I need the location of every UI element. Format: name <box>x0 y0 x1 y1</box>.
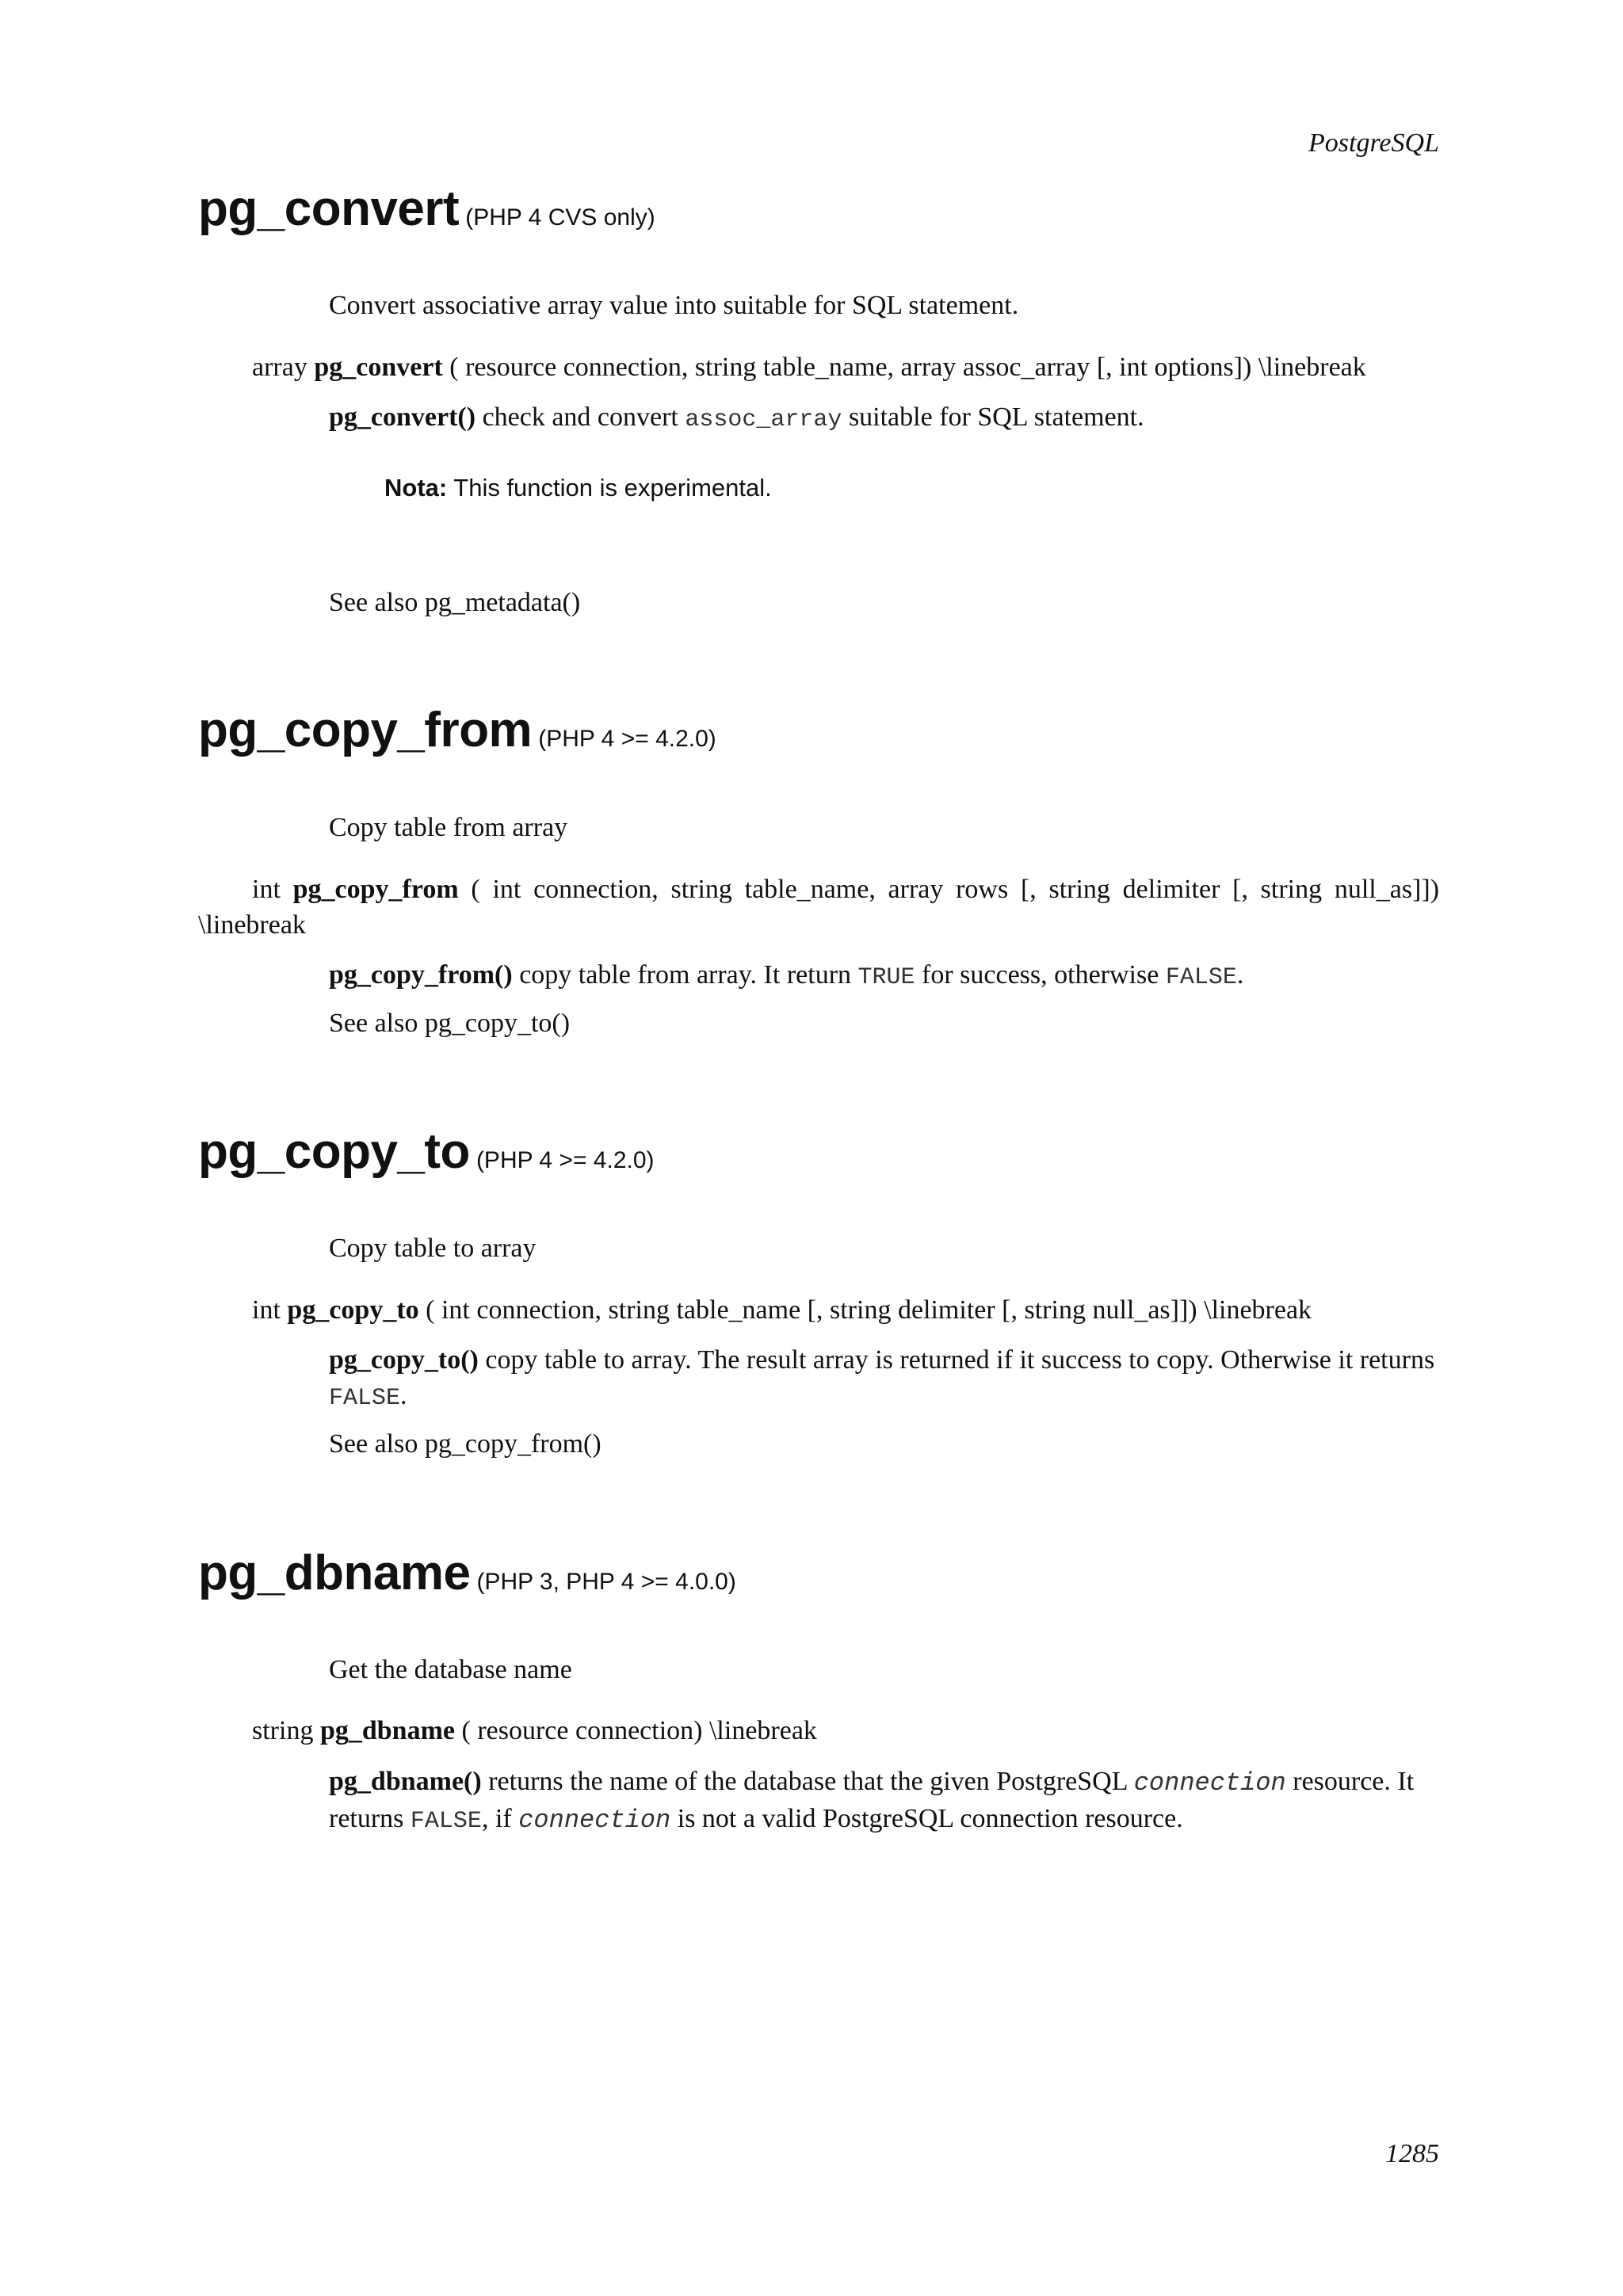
synopsis-params: ( resource connection, string table_name, array assoc_array [, int options]) \linebreak <box>449 353 1366 382</box>
synopsis-function-name: pg_dbname <box>319 1716 456 1745</box>
note <box>384 474 1439 502</box>
return-type: int <box>252 1295 281 1325</box>
page-number: 1285 <box>1385 2139 1439 2168</box>
function-purpose: Convert associative array value into suitable for SQL statement. <box>329 291 1019 320</box>
function-purpose: Get the database name <box>329 1655 572 1684</box>
function-name: pg_copy_to <box>198 1124 470 1179</box>
function-description: pg_dbname() returns the name of the database that the given PostgreSQL connection resource. It returns FALSE, if connection is not a valid PostgreSQL connection resource. <box>329 1767 1415 1835</box>
entry-title-pg-convert <box>198 181 655 237</box>
function-version: (PHP 4 >= 4.2.0) <box>538 726 716 752</box>
function-name: pg_convert <box>198 181 460 236</box>
function-purpose: Copy table to array <box>329 1234 537 1263</box>
description-function-name: pg_copy_to() <box>329 1345 479 1375</box>
return-type: array <box>252 353 307 382</box>
function-purpose: Copy table from array <box>329 813 568 842</box>
function-name: pg_dbname <box>198 1546 471 1600</box>
function-version: (PHP 4 CVS only) <box>465 204 655 231</box>
see-also: See also pg_copy_from() <box>329 1429 601 1459</box>
entry-title-pg-copy-to <box>198 1123 655 1180</box>
running-header: PostgreSQL <box>1308 128 1439 158</box>
synopsis-function-name: pg_copy_from <box>292 875 459 904</box>
description-function-name: pg_dbname() <box>329 1767 482 1796</box>
function-synopsis <box>198 1292 1439 1328</box>
code-literal: TRUE <box>857 964 915 991</box>
see-also: See also pg_copy_to() <box>329 1009 571 1038</box>
code-literal: FALSE <box>1165 964 1237 991</box>
return-type: int <box>252 875 281 904</box>
function-synopsis <box>198 349 1439 385</box>
code-literal: assoc_array <box>685 406 842 433</box>
synopsis-params: ( resource connection) \linebreak <box>461 1716 817 1745</box>
entry-title-pg-copy-from <box>198 702 716 758</box>
description-function-name: pg_convert() <box>329 402 476 432</box>
function-description: pg_copy_from() copy table from array. It return TRUE for success, otherwise FALSE. <box>329 960 1244 991</box>
note-text: This function is experimental. <box>447 474 772 502</box>
function-description: pg_copy_to() copy table to array. The result array is returned if it success to copy. Otherwise it returns FALSE. <box>329 1345 1435 1412</box>
function-version: (PHP 4 >= 4.2.0) <box>475 1147 655 1173</box>
synopsis-params: ( int connection, string table_name [, string delimiter [, string null_as]]) \linebreak <box>426 1295 1312 1325</box>
entry-title-pg-dbname <box>198 1545 736 1601</box>
synopsis-function-name: pg_copy_to <box>287 1295 419 1325</box>
function-version: (PHP 3, PHP 4 >= 4.0.0) <box>476 1569 736 1595</box>
synopsis-function-name: pg_convert <box>314 353 443 382</box>
see-also: See also pg_metadata() <box>329 588 581 617</box>
synopsis-params: ( int connection, string table_name, array rows [, string delimiter [, string null_as]]) \linebreak <box>198 875 1440 940</box>
function-description: pg_convert() check and convert assoc_array suitable for SQL statement. <box>329 402 1144 433</box>
note-label: Nota: <box>384 474 448 502</box>
parameter-name: connection <box>1133 1768 1286 1798</box>
function-synopsis <box>198 871 1439 943</box>
parameter-name: connection <box>518 1806 671 1835</box>
function-name: pg_copy_from <box>198 703 533 757</box>
function-synopsis <box>198 1713 1439 1749</box>
return-type: string <box>252 1716 314 1745</box>
description-function-name: pg_copy_from() <box>329 960 513 990</box>
code-literal: FALSE <box>329 1385 401 1412</box>
code-literal: FALSE <box>410 1808 482 1835</box>
